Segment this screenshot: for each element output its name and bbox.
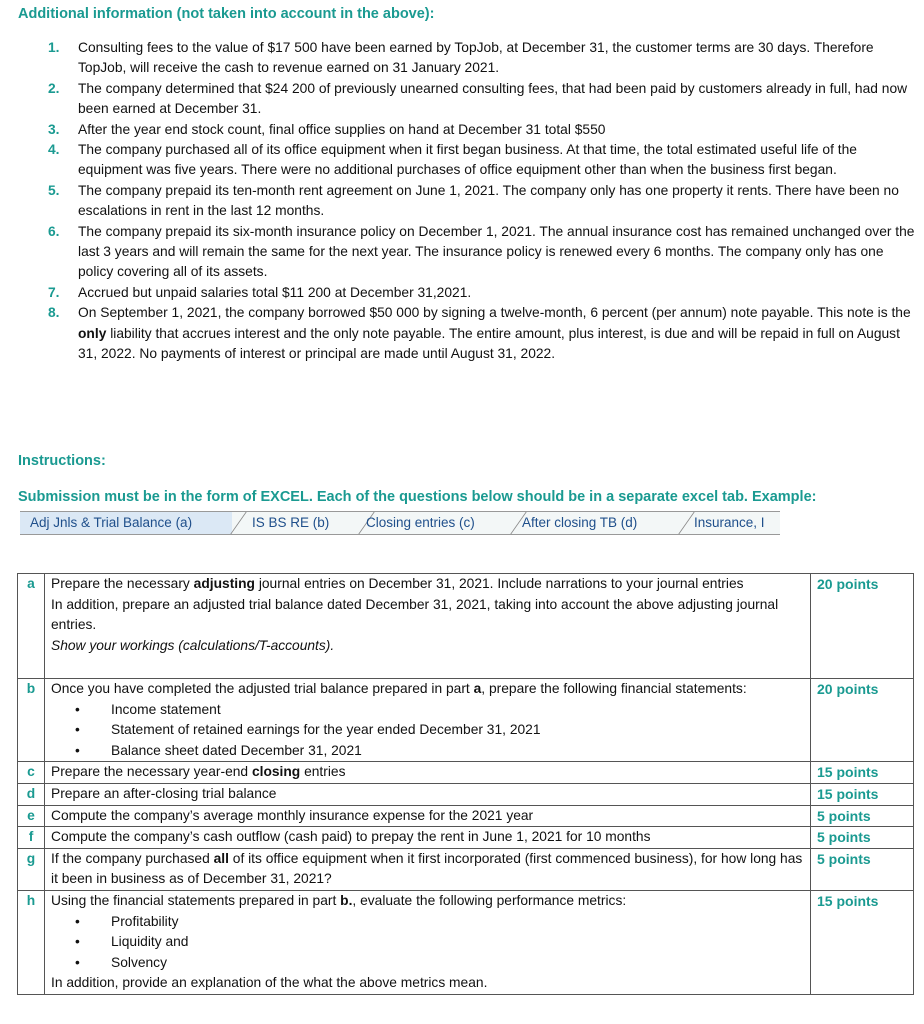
points-label: 5 points <box>811 805 914 827</box>
questions-table <box>17 573 914 995</box>
list-item: 3. After the year end stock count, final office supplies on hand at December 31 total $550 <box>48 121 606 137</box>
question-text: Compute the company’s cash outflow (cash paid) to prepay the rent in June 1, 2021 for 10 months <box>45 827 811 849</box>
tab-is-bs-re[interactable]: IS BS RE (b) <box>252 515 330 530</box>
points-label: 15 points <box>811 783 914 805</box>
list-item: 5. The company prepaid its ten-month rent agreement on June 1, 2021. The company only has one property it rents. There have been no escalations in rent in the last 12 months. <box>48 182 899 219</box>
bullet-item: • Profitability <box>75 913 179 929</box>
list-item: 1. Consulting fees to the value of $17 500 have been earned by TopJob, at December 31, the customer terms are 30 days. Therefore TopJob, will receive the cash to revenue earned on 31 January 2021. <box>48 40 874 76</box>
table-row <box>18 890 914 994</box>
question-text: Prepare the necessary year-end closing entries <box>45 762 811 784</box>
table-row <box>18 827 914 849</box>
question-text: If the company purchased all of its office equipment when it first incorporated (first commenced business), for how long has it been in business as of December 31, 2021? <box>45 848 811 890</box>
additional-info-list <box>48 38 916 365</box>
table-row <box>18 783 914 805</box>
excel-tab-strip <box>20 511 780 535</box>
table-row <box>18 848 914 890</box>
question-text: Prepare the necessary adjusting journal entries on December 31, 2021. Include narrations to your journal entries In addition, prepare an adjusted trial balance dated December 31, 2021, taking into account the above adjusting journal entries. Show your workings (calculations/T-accounts). <box>45 574 811 679</box>
bullet-item: • Income statement <box>75 701 221 717</box>
points-label: 20 points <box>811 679 914 762</box>
list-item: 6. The company prepaid its six-month insurance policy on December 1, 2021. The annual insurance cost has remained unchanged over the last 3 years and will remain the same for the next year. The insurance policy is renewed every 6 months. The company only has one policy covering all of its assets. <box>48 223 915 280</box>
list-item: 7. Accrued but unpaid salaries total $11 200 at December 31,2021. <box>48 284 472 300</box>
list-item: 2. The company determined that $24 200 of previously unearned consulting fees, that had been paid by customers already in full, had now been earned at December 31. <box>48 80 908 117</box>
question-text: Compute the company’s average monthly insurance expense for the 2021 year <box>45 805 811 827</box>
bullet-item: • Solvency <box>75 954 167 970</box>
tab-insurance[interactable]: Insurance, I <box>694 515 765 530</box>
points-label: 20 points <box>811 574 914 679</box>
question-letter: h <box>18 890 45 994</box>
question-letter: b <box>18 679 45 762</box>
bullet-item: • Liquidity and <box>75 934 189 950</box>
question-text: Once you have completed the adjusted trial balance prepared in part a, prepare the following financial statements: • Income statement • Statement of retained earnings for the year ended December 31, 2021 • Balance sheet dated December 31, 2021 <box>45 679 811 762</box>
tab-closing-entries[interactable]: Closing entries (c) <box>366 515 475 530</box>
question-letter: e <box>18 805 45 827</box>
question-letter: c <box>18 762 45 784</box>
table-row <box>18 679 914 762</box>
bullet-item: • Balance sheet dated December 31, 2021 <box>75 742 362 758</box>
question-text: Using the financial statements prepared in part b., evaluate the following performance metrics: • Profitability • Liquidity and • Solvency In addition, provide an explanation of the what the above metrics mean. <box>45 890 811 994</box>
list-item: 4. The company purchased all of its office equipment when it first began business. At that time, the total estimated useful life of the equipment was five years. There were no additional purchases of office equipment other than when the business first began. <box>48 142 857 178</box>
table-row <box>18 574 914 679</box>
instructions-heading: Instructions: <box>18 453 106 469</box>
points-label: 15 points <box>811 762 914 784</box>
points-label: 5 points <box>811 848 914 890</box>
question-letter: a <box>18 574 45 679</box>
additional-info-heading: Additional information (not taken into account in the above): <box>18 6 435 22</box>
question-letter: g <box>18 848 45 890</box>
tab-after-closing-tb[interactable]: After closing TB (d) <box>522 515 638 530</box>
table-row <box>18 762 914 784</box>
list-item: 8. On September 1, 2021, the company borrowed $50 000 by signing a twelve-month, 6 percent (per annum) note payable. This note is the only liability that accrues interest and the only note payable. The entire amount, plus interest, is due and will be repaid in full on August 31, 2022. No payments of interest or principal are made until August 31, 2022. <box>48 305 911 362</box>
points-label: 15 points <box>811 890 914 994</box>
question-text: Prepare an after-closing trial balance <box>45 783 811 805</box>
points-label: 5 points <box>811 827 914 849</box>
question-letter: d <box>18 783 45 805</box>
tab-adj-jnls-trial-balance[interactable]: Adj Jnls & Trial Balance (a) <box>20 512 232 534</box>
question-letter: f <box>18 827 45 849</box>
submission-text: Submission must be in the form of EXCEL. Each of the questions below should be in a separate excel tab. Example: <box>18 489 817 505</box>
bullet-item: • Statement of retained earnings for the year ended December 31, 2021 <box>75 722 541 738</box>
table-row <box>18 805 914 827</box>
